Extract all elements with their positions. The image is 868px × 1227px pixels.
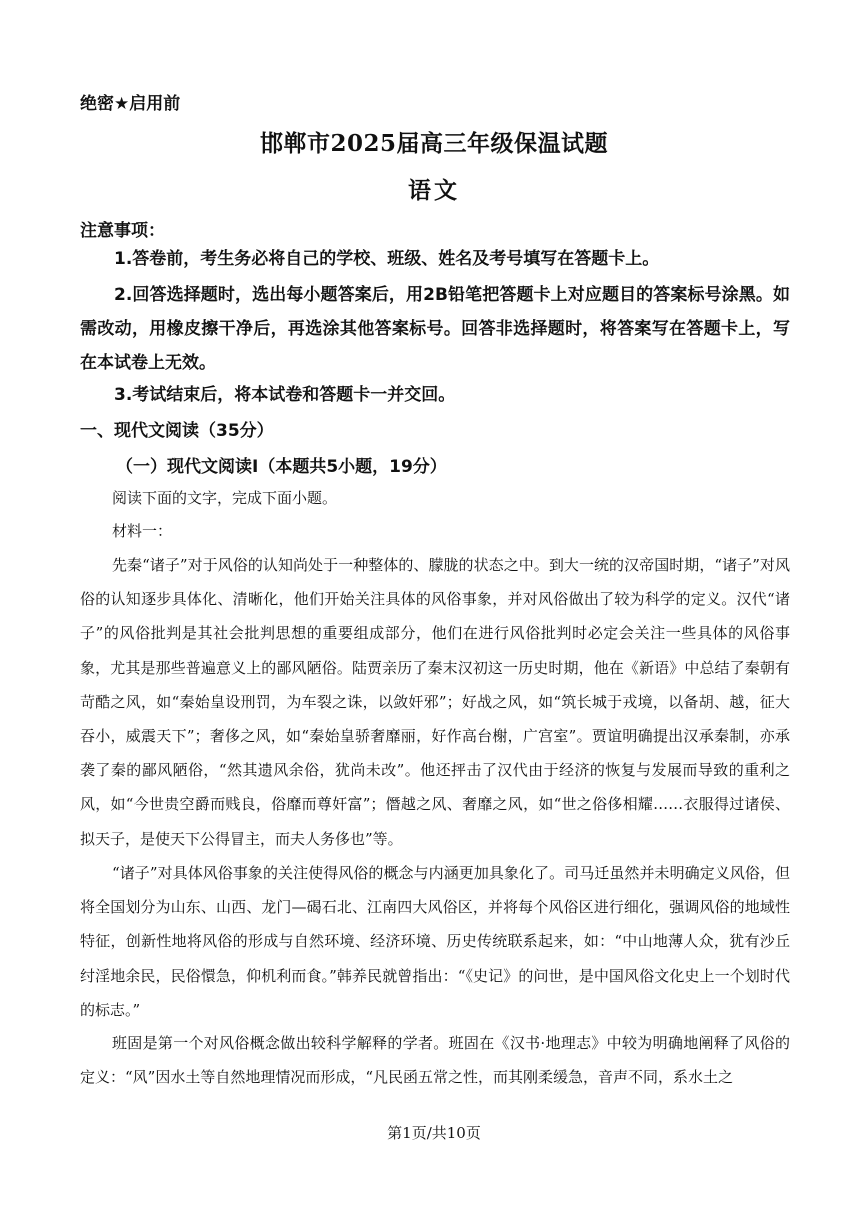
passage-paragraph-3: 班固是第一个对风俗概念做出较科学解释的学者。班固在《汉书·地理志》中较为明确地阐释了风俗的定义：“风”因水土等自然地理情况而形成，“凡民函五常之性，而其刚柔缓急，音声不同，系水土之 [80, 1034, 790, 1087]
notice-item-1: 1.答卷前，考生务必将自己的学校、班级、姓名及考号填写在答题卡上。 [114, 249, 660, 269]
confidential-label: 绝密★启用前 [80, 94, 181, 114]
notice-heading: 注意事项： [80, 221, 165, 241]
notice-item-2: 2.回答选择题时，选出每小题答案后，用2B铅笔把答题卡上对应题目的答案标号涂黑。如需改动，用橡皮擦干净后，再选涂其他答案标号。回答非选择题时，将答案写在答题卡上，写在本试卷上无效。 [80, 285, 790, 373]
subsection-heading: （一）现代文阅读Ⅰ（本题共5小题，19分） [116, 457, 447, 477]
reading-instruction: 阅读下面的文字，完成下面小题。 [112, 489, 338, 507]
exam-title: 邯郸市2025届高三年级保温试题 [259, 130, 608, 157]
passage-paragraph-1: 先秦“诸子”对于风俗的认知尚处于一种整体的、朦胧的状态之中。到大一统的汉帝国时期，“诸子”对风俗的认知逐步具体化、清晰化，他们开始关注具体的风俗事象，并对风俗做出了较为科学的定义。汉代“诸子”的风俗批判是其社会批判思想的重要组成部分，他们在进行风俗批判时必定会关注一些具体的风俗事象，尤其是那些普遍意义上的鄙风陋俗。陆贾亲历了秦末汉初这一历史时期，他在《新语》中总结了秦朝有苛酷之风，如“秦始皇设刑罚，为车裂之诛，以敛奸邪”；好战之风，如“筑长城于戎境，以备胡、越，征大吞小，威震天下”；奢侈之风，如“秦始皇骄奢靡丽，好作高台榭，广宫室”。贾谊明确提出汉承秦制，亦承袭了秦的鄙风陋俗，“然其遗风余俗，犹尚未改”。他还抨击了汉代由于经济的恢复与发展而导致的重利之风，如“今世贵空爵而贱良，俗靡而尊奸富”；僭越之风、奢靡之风，如“世之俗侈相耀……衣服得过诸侯、拟天子，是使天下公得冒主，而夫人务侈也”等。 [80, 556, 790, 848]
notice-item-3: 3.考试结束后，将本试卷和答题卡一并交回。 [114, 385, 456, 405]
passage-paragraph-2: “诸子”对具体风俗事象的关注使得风俗的概念与内涵更加具象化了。司马迁虽然并未明确定义风俗，但将全国划分为山东、山西、龙门—碣石北、江南四大风俗区，并将每个风俗区进行细化，强调风俗的地域性特征，创新性地将风俗的形成与自然环境、经济环境、历史传统联系起来，如：“中山地薄人众，犹有沙丘纣淫地余民，民俗懁急，仰机利而食。”韩养民就曾指出：“《史记》的问世，是中国风俗文化史上一个划时代的标志。” [80, 864, 790, 1019]
section-heading: 一、现代文阅读（35分） [80, 421, 274, 441]
subject-title: 语文 [408, 177, 460, 204]
material-label: 材料一： [112, 522, 173, 540]
page-number: 第1页/共10页 [387, 1124, 481, 1142]
